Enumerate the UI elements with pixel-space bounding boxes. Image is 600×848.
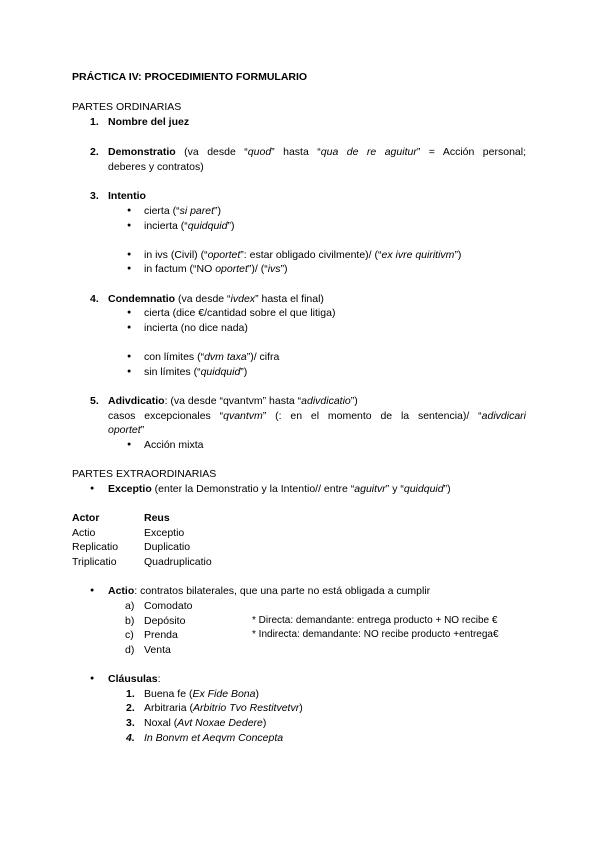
clausula-item: In Bonvm et Aeqvm Concepta [144,732,284,744]
clausula-item: Arbitraria (Arbitrio Tvo Restitvetvr) [144,702,303,714]
bullet-icon: ● [127,265,132,272]
bullet-icon: ● [127,309,132,316]
bullet-item: in ivs (Civil) (“oportet”: estar obligado civilmente)/ (“ex ivre quiritivm”) [144,249,462,261]
list-letter: b) [125,615,135,627]
item-nombre-del-juez: Nombre del juez [108,116,190,128]
list-number: 5. [90,395,99,407]
bullet-item: Acción mixta [144,439,204,451]
bullet-icon: ● [127,222,132,229]
list-number: 1. [126,688,135,700]
table-cell: Duplicatio [144,541,191,553]
bullet-icon: ● [127,368,132,375]
bullet-item: in factum (“NO oportet”)/ (“ivs”) [144,263,288,275]
table-header-actor: Actor [72,512,100,524]
item-adivdicatio: Adivdicatio: (va desde “qvantvm” hasta “adivdicatio”) [108,395,358,407]
bullet-icon: ● [127,441,132,448]
list-letter: a) [125,600,135,612]
list-item: Venta [144,644,171,656]
clausula-item: Buena fe (Ex Fide Bona) [144,688,259,700]
bullet-item: incierta (no dice nada) [144,322,248,334]
list-item: Depósito [144,615,186,627]
table-cell: Actio [72,527,96,539]
list-number: 2. [90,146,99,158]
item-demonstratio: Demonstratio (va desde “quod” hasta “qua de re aguitur” = Acción personal; [108,146,526,158]
bullet-item: sin límites (“quidquid”) [144,366,248,378]
table-header-reus: Reus [144,512,170,524]
clausula-item: Noxal (Avt Noxae Dedere) [144,717,267,729]
item-clausulas: Cláusulas: [108,673,161,685]
section-heading-extraordinarias: PARTES EXTRAORDINARIAS [72,468,217,480]
note-indirecta: * Indirecta: demandante: NO recibe producto +entrega€ [252,629,499,640]
item-actio: Actio: contratos bilaterales, que una parte no está obligada a cumplir [108,585,431,597]
table-cell: Triplicatio [72,556,117,568]
item-adivdicatio-cont: casos excepcionales “qvantvm” (: en el momento de la sentencia)/ “adivdicari [108,410,526,422]
list-number: 4. [126,732,135,744]
bullet-item: incierta (“quidquid”) [144,220,235,232]
bullet-item: con límites (“dvm taxa”)/ cifra [144,351,280,363]
bullet-item: cierta (dice €/cantidad sobre el que litiga) [144,307,336,319]
page-title: PRÁCTICA IV: PROCEDIMIENTO FORMULARIO [72,71,308,83]
bullet-icon: ● [90,485,95,492]
list-number: 4. [90,293,99,305]
list-number: 3. [126,717,135,729]
bullet-icon: ● [127,251,132,258]
bullet-icon: ● [127,353,132,360]
table-cell: Quadruplicatio [144,556,212,568]
bullet-icon: ● [90,675,95,682]
item-demonstratio-cont: deberes y contratos) [108,161,204,173]
list-number: 3. [90,190,99,202]
list-letter: d) [125,644,135,656]
bullet-item: cierta (“si paret”) [144,205,222,217]
note-directa: * Directa: demandante: entrega producto + NO recibe € [252,615,498,626]
item-condemnatio: Condemnatio (va desde “ivdex” hasta el final) [108,293,324,305]
bullet-icon: ● [127,324,132,331]
list-number: 1. [90,116,99,128]
bullet-icon: ● [90,587,95,594]
bullet-icon: ● [127,207,132,214]
list-number: 2. [126,702,135,714]
list-letter: c) [125,629,134,641]
list-item: Prenda [144,629,178,641]
item-intentio: Intentio [108,190,146,202]
list-item: Comodato [144,600,193,612]
item-exceptio: Exceptio (enter la Demonstratio y la Intentio// entre “aguitvr” y “quidquid”) [108,483,451,495]
item-adivdicatio-cont2: oportet” [108,424,145,436]
table-cell: Exceptio [144,527,185,539]
section-heading-ordinarias: PARTES ORDINARIAS [72,101,182,113]
table-cell: Replicatio [72,541,119,553]
